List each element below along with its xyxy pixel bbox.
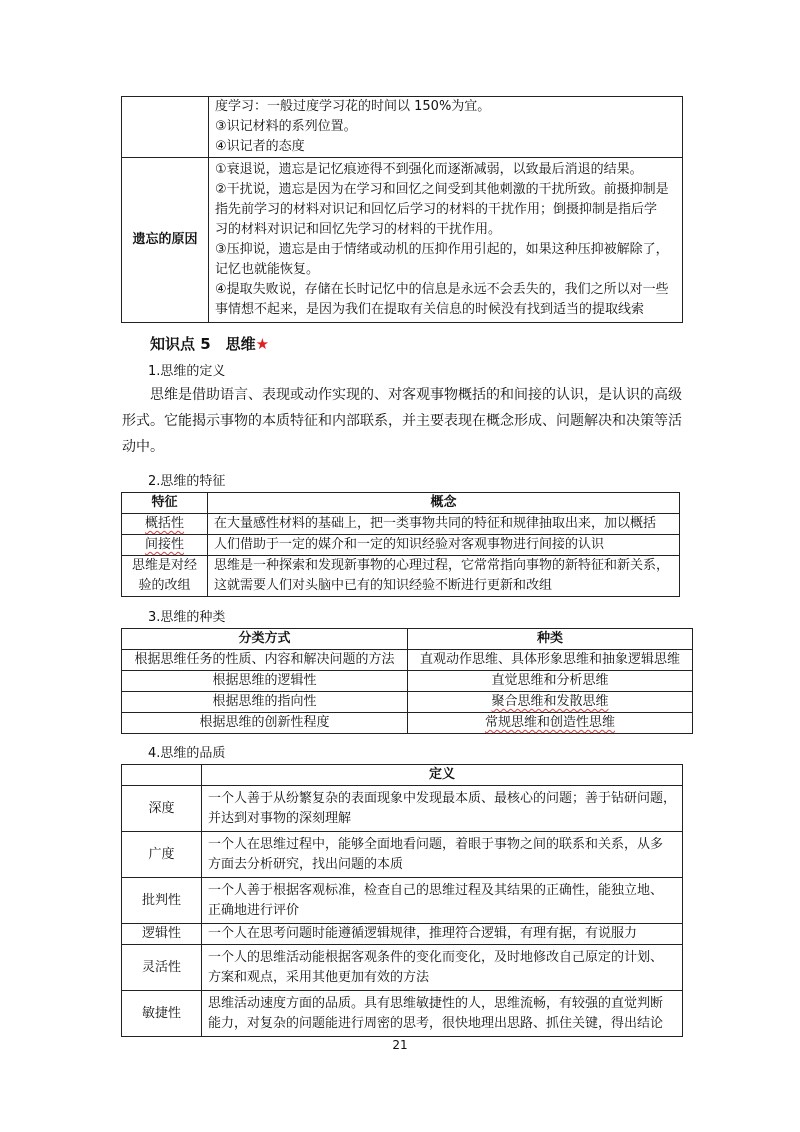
feature-cell	[122, 514, 208, 535]
text-line: 一个人的思维活动能根据客观条件的变化而变化，及时地修改自己原定的计划、	[207, 949, 663, 965]
text-line: 动中。	[122, 439, 164, 455]
text-line: 一个人在思考问题时能遵循逻辑规律，推理符合逻辑，有理有据，有说服力	[207, 926, 637, 941]
table-row	[122, 786, 683, 832]
features-table	[121, 492, 680, 597]
definition-cell	[201, 878, 682, 924]
concept-cell	[208, 556, 680, 597]
definition-cell	[201, 832, 682, 878]
table-cell	[209, 97, 683, 158]
text-line: 事情想不起来，是因为我们在提取有关信息的时候没有找到适当的提取线索	[215, 302, 645, 317]
text-line: ①衰退说，遗忘是记忆痕迹得不到强化而逐渐减弱，以致最后消退的结果。	[215, 162, 643, 177]
table-cell-empty	[122, 97, 209, 158]
table-row	[122, 692, 693, 713]
table-row	[122, 650, 693, 671]
text-line: 一个人在思维过程中，能够全面地看问题，着眼于事物之间的联系和关系，从多	[207, 836, 663, 852]
text-line: 习的材料对识记和回忆先学习的材料的干扰作用。	[215, 222, 502, 237]
kp-title-text: 知识点 5 思维	[150, 335, 256, 353]
section-heading: 1.思维的定义	[148, 364, 226, 379]
quality-cell: 灵活性	[122, 945, 202, 991]
table-row	[122, 671, 693, 692]
text-line: 方案和观点，采用其他更加有效的方法	[207, 969, 429, 985]
feature-name: 间接性	[144, 537, 184, 552]
concept-cell	[208, 535, 680, 556]
table-row	[122, 535, 680, 556]
definition-cell	[201, 924, 682, 945]
quality-cell: 逻辑性	[122, 924, 202, 945]
page-number: 21	[392, 1038, 408, 1052]
definition-cell	[201, 991, 682, 1037]
kinds-text: 聚合思维和发散思维	[491, 694, 609, 709]
table-row	[122, 556, 680, 597]
definition-cell	[201, 786, 682, 832]
text-line: 这就需要人们对头脑中已有的知识经验不断进行更新和改组	[214, 578, 553, 593]
kinds-text: 常规思维和创造性思维	[484, 715, 615, 730]
text-line: 思维是借助语言、表现或动作实现的、对客观事物概括的和间接的认识，是认识的高级	[150, 387, 682, 403]
star-icon: ★	[255, 335, 270, 353]
table-header-row	[122, 629, 693, 650]
column-header: 概念	[208, 493, 680, 514]
text-line: 方面去分析研究，找出问题的本质	[207, 856, 403, 872]
text-line: 一个人善于从纷繁复杂的表面现象中发现最本质、最核心的问题；善于钻研问题，	[207, 790, 676, 806]
table-header-row	[122, 493, 680, 514]
memory-table	[121, 96, 683, 323]
text-line: 形式。它能揭示事物的本质特征和内部联系，并主要表现在概念形成、问题解决和决策等活	[122, 413, 682, 429]
table-header-row	[122, 765, 683, 786]
text-line: 思维是对经	[131, 558, 197, 573]
text-line: 一个人善于根据客观标准，检查自己的思维过程及其结果的正确性，能独立地、	[207, 882, 663, 898]
table-row	[122, 158, 683, 323]
text-line: 思维是一种探索和发现新事物的心理过程，它常常指向事物的新特征和新关系，	[214, 558, 670, 573]
text-line: 并达到对事物的深刻理解	[207, 810, 351, 826]
feature-cell	[122, 556, 208, 597]
text-line: ②干扰说，遗忘是因为在学习和回忆之间受到其他刺激的干扰所致。前摄抑制是	[215, 182, 669, 197]
kinds-cell: 直觉思维和分析思维	[408, 671, 693, 692]
table-row	[122, 514, 680, 535]
column-header: 特征	[122, 493, 208, 514]
text-line: ③压抑说，遗忘是由于情绪或动机的压抑作用引起的，如果这种压抑被解除了，	[215, 242, 669, 257]
feature-name: 概括性	[144, 516, 184, 531]
column-header: 种类	[408, 629, 693, 650]
kinds-cell	[408, 713, 693, 734]
section-heading: 3.思维的种类	[148, 610, 226, 625]
table-row	[122, 713, 693, 734]
text-line: 验的改组	[138, 578, 191, 593]
text-line: 度学习：一般过度学习花的时间以 150%为宜。	[215, 99, 491, 114]
text-line: 指先前学习的材料对识记和回忆后学习的材料的干扰作用；倒摄抑制是指后学	[215, 202, 658, 217]
table-row	[122, 832, 683, 878]
table-row	[122, 97, 683, 158]
section-heading: 4.思维的品质	[148, 746, 226, 761]
table-row	[122, 924, 683, 945]
section-heading: 2.思维的特征	[148, 474, 226, 489]
text-line: 正确地进行评价	[207, 902, 299, 918]
method-cell: 根据思维的逻辑性	[122, 671, 408, 692]
row-label: 遗忘的原因	[122, 158, 209, 323]
knowledge-point-title	[150, 333, 269, 354]
table-cell	[209, 158, 683, 323]
method-cell: 根据思维任务的性质、内容和解决问题的方法	[122, 650, 408, 671]
types-table	[121, 628, 693, 734]
column-header: 定义	[201, 765, 682, 786]
table-row	[122, 991, 683, 1037]
text-line: 在大量感性材料的基础上，把一类事物共同的特征和规律抽取出来，加以概括	[214, 516, 657, 531]
feature-cell	[122, 535, 208, 556]
text-line: 人们借助于一定的媒介和一定的知识经验对客观事物进行间接的认识	[214, 537, 605, 552]
quality-cell: 广度	[122, 832, 202, 878]
text-line: ④识记者的态度	[215, 139, 305, 154]
table-row	[122, 878, 683, 924]
column-header: 分类方式	[122, 629, 408, 650]
text-line: 能力，对复杂的问题能进行周密的思考，很快地理出思路、抓住关键，得出结论	[207, 1015, 663, 1031]
definition-paragraph	[122, 382, 682, 460]
qualities-table	[121, 764, 683, 1037]
text-line: ④提取失败说，存储在长时记忆中的信息是永远不会丢失的，我们之所以对一些	[215, 282, 669, 297]
definition-cell	[201, 945, 682, 991]
quality-cell: 批判性	[122, 878, 202, 924]
kinds-cell	[408, 692, 693, 713]
method-cell: 根据思维的指向性	[122, 692, 408, 713]
quality-cell: 敏捷性	[122, 991, 202, 1037]
method-cell: 根据思维的创新性程度	[122, 713, 408, 734]
text-line: 记忆也就能恢复。	[215, 262, 320, 277]
column-header	[122, 765, 202, 786]
text-line: ③识记材料的系列位置。	[215, 119, 357, 134]
kinds-cell: 直观动作思维、具体形象思维和抽象逻辑思维	[408, 650, 693, 671]
quality-cell: 深度	[122, 786, 202, 832]
table-row	[122, 945, 683, 991]
concept-cell	[208, 514, 680, 535]
text-line: 思维活动速度方面的品质。具有思维敏捷性的人，思维流畅，有较强的直觉判断	[207, 995, 663, 1011]
